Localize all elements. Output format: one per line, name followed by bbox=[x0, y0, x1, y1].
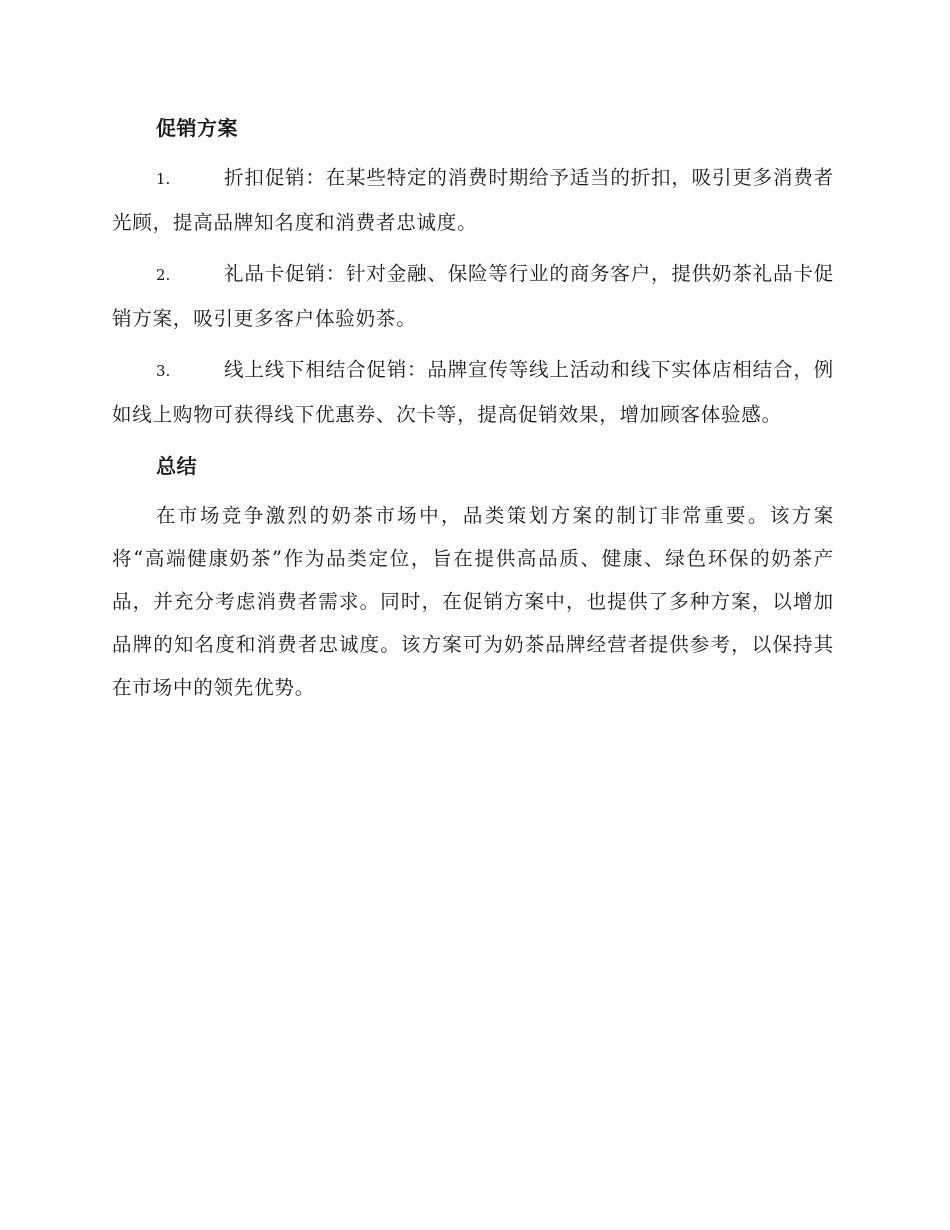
promotion-item-2 bbox=[112, 252, 834, 340]
promotion-heading: 促销方案 bbox=[156, 116, 238, 140]
item-text-1: 折扣促销：在某些特定的消费时期给予适当的折扣，吸引更多消费者光顾，提高品牌知名度和消费者忠诚度。 bbox=[112, 166, 834, 234]
promotion-item-3 bbox=[112, 348, 834, 436]
summary-paragraph: 在市场竞争激烈的奶茶市场中，品类策划方案的制订非常重要。该方案将“高端健康奶茶”作为品类定位，旨在提供高品质、健康、绿色环保的奶茶产品，并充分考虑消费者需求。同时，在促销方案中，也提供了多种方案，以增加品牌的知名度和消费者忠诚度。该方案可为奶茶品牌经营者提供参考，以保持其在市场中的领先优势。 bbox=[112, 504, 834, 699]
item-number-1: 1. bbox=[156, 170, 171, 188]
item-number-2: 2. bbox=[156, 266, 171, 284]
summary-heading: 总结 bbox=[156, 454, 197, 478]
document-page bbox=[112, 108, 834, 717]
item-text-3: 线上线下相结合促销：品牌宣传等线上活动和线下实体店相结合，例如线上购物可获得线下优惠券、次卡等，提高促销效果，增加顾客体验感。 bbox=[112, 358, 834, 426]
item-text-2: 礼品卡促销：针对金融、保险等行业的商务客户，提供奶茶礼品卡促销方案，吸引更多客户体验奶茶。 bbox=[112, 262, 834, 330]
promotion-item-1 bbox=[112, 156, 834, 244]
item-number-3: 3. bbox=[156, 362, 171, 380]
